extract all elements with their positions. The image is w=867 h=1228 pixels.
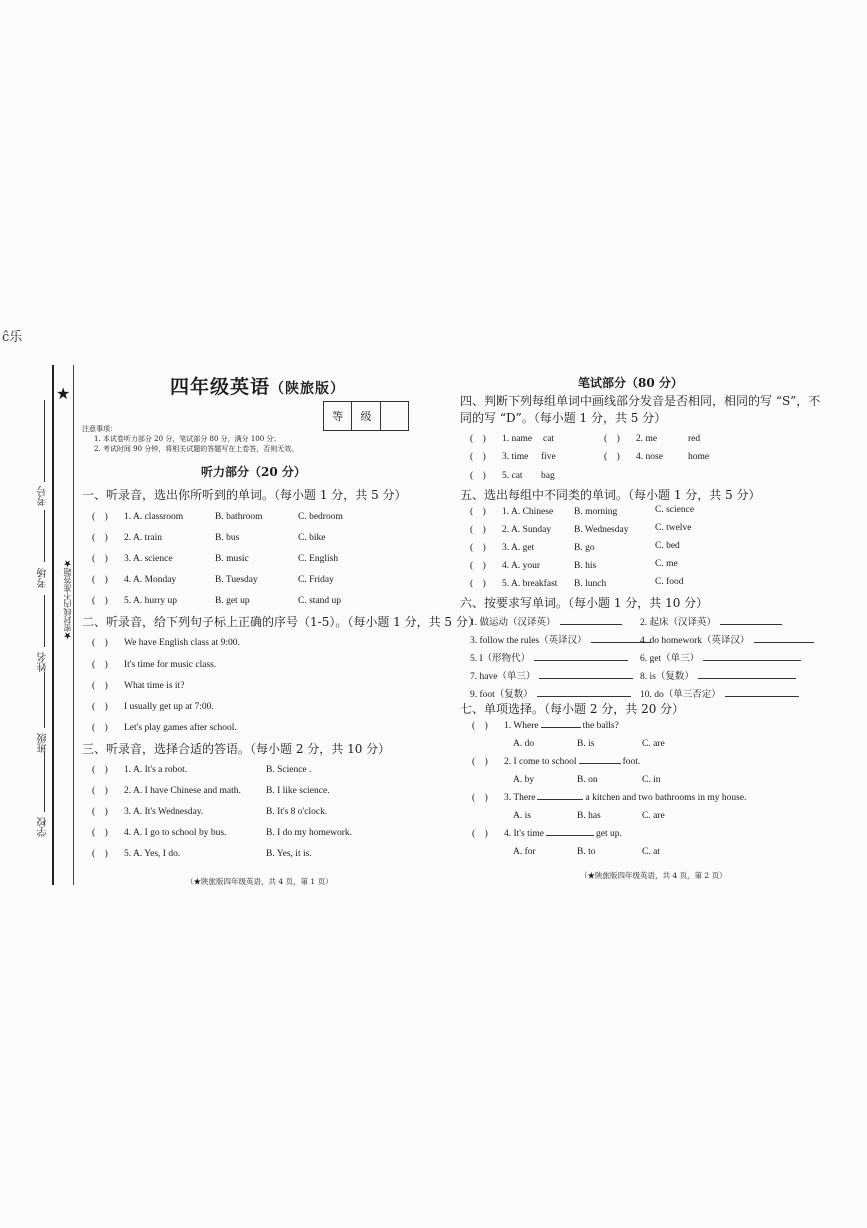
- sec4-heading: 四、判断下列每组单词中画线部分发音是否相同，相同的写 “S”，不同的写 “D”。（每小题 1 分，共 5 分）: [460, 394, 821, 425]
- label-class: 班级: [38, 733, 49, 753]
- sec1-item-4-b: B. Tuesday: [215, 575, 258, 585]
- label-name: 姓名: [38, 652, 49, 672]
- sec5-item-3: ( ) 3. A. get: [470, 543, 535, 553]
- sec4-item-2: ( ) 2. me: [604, 434, 658, 444]
- sec6-item-5: 5. I（形物代）: [470, 650, 628, 664]
- sec3-item-4: ( ) 4. A. I go to school by bus.: [92, 828, 227, 838]
- sec1-item-5-c: C. stand up: [298, 596, 342, 606]
- fill-line-school: [44, 752, 45, 812]
- grade-label-2: 级: [352, 402, 380, 430]
- sec2-item-3: ( ) What time is it?: [92, 681, 185, 691]
- sec7-item-3: ( ) 3. There a kitchen and two bathrooms in my house.: [472, 793, 747, 803]
- binding-line-inner: [73, 365, 74, 885]
- binding-line: [52, 365, 54, 885]
- left-footer: （★陕旅版四年级英语，共 4 页，第 1 页）: [186, 877, 333, 886]
- sec5-item-1-c: C. science: [655, 505, 695, 515]
- star-icon: ★: [56, 384, 71, 403]
- sec1-item-1: ( ) 1. A. classroom: [92, 512, 184, 522]
- notes-title: 注意事项：: [82, 425, 117, 433]
- fill-line-name: [44, 595, 45, 647]
- sec7-item-3-b: B. has: [577, 811, 601, 821]
- sec6-item-3: 3. follow the rules（英译汉）: [470, 632, 651, 646]
- sec7-item-4-a: A. for: [513, 847, 536, 857]
- sec1-item-3-c: C. English: [298, 554, 339, 564]
- label-exam-number: 考号: [38, 486, 49, 506]
- sec5-item-4-c: C. me: [655, 559, 678, 569]
- sec1-heading: 一、听录音，选出你所听到的单词。（每小题 1 分，共 5 分）: [82, 488, 407, 502]
- sec4-item-3: ( ) 3. time: [470, 452, 529, 462]
- written-header: 笔试部分（80 分）: [578, 376, 683, 390]
- sec5-item-5: ( ) 5. A. breakfast: [470, 579, 558, 589]
- grade-label-1: 等: [324, 402, 352, 430]
- sec7-item-3-c: C. are: [642, 811, 665, 821]
- sec3-item-3: ( ) 3. A. It's Wednesday.: [92, 807, 204, 817]
- fill-line-class: [44, 672, 45, 728]
- page-title: 四年级英语（陕旅版）: [170, 376, 346, 398]
- sec7-heading: 七、单项选择。（每小题 2 分，共 20 分）: [460, 702, 685, 716]
- sec7-item-1-b: B. is: [577, 739, 595, 749]
- sec1-item-2-b: B. bus: [215, 533, 240, 543]
- sec1-item-5-b: B. get up: [215, 596, 250, 606]
- sec6-item-7: 7. have（单三）: [470, 668, 633, 682]
- sec1-item-2-c: C. bike: [298, 533, 326, 543]
- sec3-item-2: ( ) 2. A. I have Chinese and math.: [92, 786, 241, 796]
- sec7-item-2-c: C. in: [642, 775, 661, 785]
- sec5-item-2: ( ) 2. A. Sunday: [470, 525, 552, 535]
- note-2: 2. 考试时间 90 分钟，将相关试题的答题写在上卷答，否则无效。: [94, 445, 299, 453]
- sec4-item-3-word: five: [541, 452, 556, 462]
- sec5-item-3-c: C. bed: [655, 541, 680, 551]
- sec5-item-4-b: B. his: [574, 561, 597, 571]
- sec4-item-5: ( ) 5. cat: [470, 471, 523, 481]
- sec3-item-1-b: B. Science .: [266, 765, 312, 775]
- sec7-item-2-b: B. on: [577, 775, 598, 785]
- label-school: 学校: [38, 817, 49, 837]
- sec7-item-4: ( ) 4. It's time get up.: [472, 829, 622, 839]
- sec7-item-1-c: C. are: [642, 739, 665, 749]
- sec4-item-5-word: bag: [541, 471, 555, 481]
- sec7-item-4-b: B. to: [577, 847, 596, 857]
- label-exam-room: 考场: [38, 568, 49, 588]
- sec6-item-1: 1. 做运动（汉译英）: [470, 614, 622, 628]
- sec5-item-1: ( ) 1. A. Chinese: [470, 507, 554, 517]
- sec7-item-2: ( ) 2. I come to school foot.: [472, 757, 641, 767]
- note-1: 1. 本试卷听力部分 20 分，笔试部分 80 分，满分 100 分；: [94, 435, 281, 443]
- sec3-heading: 三、听录音，选择合适的答语。（每小题 2 分，共 10 分）: [82, 742, 391, 756]
- sec5-item-2-b: B. Wednesday: [574, 525, 629, 535]
- sec4-item-1-word: cat: [543, 434, 555, 444]
- sec5-item-4: ( ) 4. A. your: [470, 561, 540, 571]
- sec3-item-5: ( ) 5. A. Yes, I do.: [92, 849, 181, 859]
- fill-line-exam-room: [44, 510, 45, 562]
- sec1-item-3-b: B. music: [215, 554, 249, 564]
- sec5-item-5-b: B. lunch: [574, 579, 607, 589]
- sec4-item-4: ( ) 4. nose: [604, 452, 663, 462]
- sec1-item-1-c: C. bedroom: [298, 512, 343, 522]
- sec3-item-3-b: B. It's 8 o'clock.: [266, 807, 328, 817]
- sec6-item-9: 9. foot（复数）: [470, 686, 631, 700]
- right-footer: （★陕旅版四年级英语，共 4 页，第 2 页）: [580, 871, 727, 880]
- sec7-item-2-a: A. by: [513, 775, 535, 785]
- sec5-item-2-c: C. twelve: [655, 523, 692, 533]
- sec7-item-1-a: A. do: [513, 739, 535, 749]
- sec3-item-5-b: B. Yes, it is.: [266, 849, 312, 859]
- sec2-item-1: ( ) We have English class at 9:00.: [92, 638, 240, 648]
- fill-line-exam-number: [44, 400, 45, 482]
- sec5-item-1-b: B. morning: [574, 507, 618, 517]
- listening-header: 听力部分（20 分）: [201, 465, 306, 479]
- sec6-item-10: 10. do（单三否定）: [640, 686, 799, 700]
- sec7-item-3-a: A. is: [513, 811, 531, 821]
- sec2-item-4: ( ) I usually get up at 7:00.: [92, 702, 214, 712]
- sec4-item-2-word: red: [688, 434, 701, 444]
- grade-value[interactable]: [381, 402, 408, 430]
- seal-line-notice: ★密封线内不准答题★: [63, 560, 72, 640]
- sec4-item-1: ( ) 1. name: [470, 434, 533, 444]
- sec2-heading: 二、听录音，给下列句子标上正确的序号（1-5）。（每小题 1 分，共 5 分）: [82, 615, 480, 629]
- sec1-item-4: ( ) 4. A. Monday: [92, 575, 177, 585]
- sec1-item-1-b: B. bathroom: [215, 512, 263, 522]
- sec6-item-8: 8. is（复数）: [640, 668, 796, 682]
- corner-handwriting: ĉ乐: [2, 330, 23, 345]
- sec7-item-4-c: C. at: [642, 847, 660, 857]
- sec7-item-1: ( ) 1. Where the balls?: [472, 721, 619, 731]
- sec1-item-3: ( ) 3. A. science: [92, 554, 173, 564]
- sec1-item-4-c: C. Friday: [298, 575, 334, 585]
- exam-notes: [82, 424, 298, 454]
- sec5-heading: 五、选出每组中不同类的单词。（每小题 1 分，共 5 分）: [460, 488, 761, 502]
- grade-box: [323, 401, 409, 431]
- sec6-item-4: 4. do homework（英译汉）: [640, 632, 814, 646]
- sec1-item-2: ( ) 2. A. train: [92, 533, 162, 543]
- sec6-item-6: 6. get（单三）: [640, 650, 801, 664]
- sec1-item-5: ( ) 5. A. hurry up: [92, 596, 178, 606]
- sec5-item-3-b: B. go: [574, 543, 595, 553]
- sec2-item-5: ( ) Let's play games after school.: [92, 723, 237, 733]
- sec6-item-2: 2. 起床（汉译英）: [640, 614, 782, 628]
- sec3-item-4-b: B. I do my homework.: [266, 828, 353, 838]
- sec3-item-2-b: B. I like science.: [266, 786, 330, 796]
- sec6-heading: 六、按要求写单词。（每小题 1 分，共 10 分）: [460, 596, 709, 610]
- sec3-item-1: ( ) 1. A. It's a robot.: [92, 765, 188, 775]
- sec5-item-5-c: C. food: [655, 577, 684, 587]
- sec2-item-2: ( ) It's time for music class.: [92, 660, 217, 670]
- sec4-item-4-word: home: [688, 452, 710, 462]
